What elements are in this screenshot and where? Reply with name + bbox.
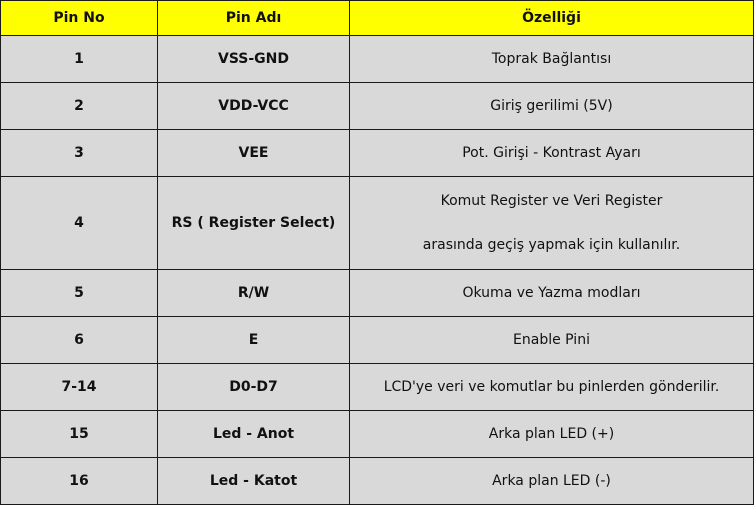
table-row — [1, 270, 754, 317]
description-line: LCD'ye veri ve komutlar bu pinlerden gönderilir. — [383, 379, 720, 395]
pin-description — [350, 411, 754, 458]
pin-name: VSS-GND — [158, 36, 350, 83]
pin-description — [350, 270, 754, 317]
pin-name: R/W — [158, 270, 350, 317]
pin-name: RS ( Register Select) — [158, 177, 350, 270]
pin-number: 2 — [1, 83, 158, 130]
pin-description — [350, 317, 754, 364]
pin-number: 1 — [1, 36, 158, 83]
table-row — [1, 458, 754, 505]
description-line: Arka plan LED (+) — [488, 426, 615, 442]
header-pin-name: Pin Adı — [158, 1, 350, 36]
pin-name: D0-D7 — [158, 364, 350, 411]
pin-number: 4 — [1, 177, 158, 270]
description-line: Komut Register ve Veri Register — [440, 193, 663, 209]
description-line: arasında geçiş yapmak için kullanılır. — [422, 237, 681, 253]
pin-description — [350, 364, 754, 411]
description-line: Toprak Bağlantısı — [491, 51, 612, 67]
description-line: Enable Pini — [513, 332, 590, 348]
pin-name: Led - Anot — [158, 411, 350, 458]
pin-name: VDD-VCC — [158, 83, 350, 130]
pin-name: E — [158, 317, 350, 364]
pin-number: 5 — [1, 270, 158, 317]
pin-description — [350, 83, 754, 130]
pin-name: Led - Katot — [158, 458, 350, 505]
description-line: Giriş gerilimi (5V) — [490, 98, 613, 114]
description-line: Pot. Girişi - Kontrast Ayarı — [462, 145, 641, 161]
pin-number: 16 — [1, 458, 158, 505]
pin-number: 6 — [1, 317, 158, 364]
description-line: Arka plan LED (-) — [492, 473, 611, 489]
pin-description — [350, 458, 754, 505]
header-row — [1, 1, 754, 36]
table-row — [1, 177, 754, 270]
table-row — [1, 364, 754, 411]
table-row — [1, 130, 754, 177]
pin-description — [350, 36, 754, 83]
table-row — [1, 36, 754, 83]
pin-number: 15 — [1, 411, 158, 458]
header-pin-no: Pin No — [1, 1, 158, 36]
table-row — [1, 83, 754, 130]
pin-description — [350, 177, 754, 270]
table-row — [1, 317, 754, 364]
table-row — [1, 411, 754, 458]
pin-number: 7-14 — [1, 364, 158, 411]
pin-number: 3 — [1, 130, 158, 177]
pin-name: VEE — [158, 130, 350, 177]
pin-description — [350, 130, 754, 177]
header-feature: Özelliği — [350, 1, 754, 36]
description-line: Okuma ve Yazma modları — [462, 285, 641, 301]
